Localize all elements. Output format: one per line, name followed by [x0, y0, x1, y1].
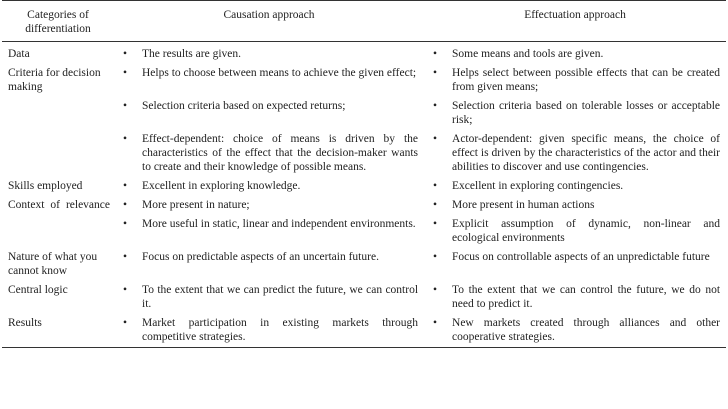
- effectuation-cell: Some means and tools are given.: [452, 48, 604, 60]
- effectuation-cell: Explicit assumption of dynamic, non-linear and ecological environments: [452, 218, 721, 244]
- bullet-icon: •: [122, 180, 128, 192]
- effectuation-cell: Selection criteria based on tolerable losses or acceptable risk;: [452, 100, 721, 126]
- category-nature: Nature of what you cannot know: [8, 251, 98, 277]
- bullet-icon: •: [122, 48, 128, 60]
- table-row-nature: [2, 245, 726, 278]
- causation-cell: Helps to choose between means to achieve the given effect;: [142, 67, 417, 79]
- bullet-icon: •: [122, 100, 128, 112]
- causation-cell: More present in nature;: [142, 199, 250, 211]
- table-row-central-logic: [2, 278, 726, 311]
- bullet-icon: •: [122, 133, 128, 145]
- bullet-icon: •: [433, 284, 438, 296]
- bullet-icon: •: [433, 251, 438, 263]
- effectuation-cell: New markets created through alliances and other cooperative strategies.: [446, 311, 726, 348]
- category-central-logic: Central logic: [8, 284, 68, 296]
- bullet-icon: •: [122, 251, 128, 263]
- header-causation: Causation approach: [114, 1, 424, 42]
- causation-cell: More useful in static, linear and independent environments.: [142, 218, 416, 230]
- header-effectuation: Effectuation approach: [424, 1, 726, 42]
- bullet-icon: •: [114, 311, 136, 348]
- causation-cell: Focus on predictable aspects of an uncertain future.: [142, 251, 379, 263]
- comparison-table: [2, 0, 726, 348]
- effectuation-cell: Focus on controllable aspects of an unpredictable future: [452, 251, 710, 263]
- table-row-context: [2, 193, 726, 212]
- effectuation-cell: Helps select between possible effects that can be created from given means;: [452, 67, 721, 93]
- bullet-icon: •: [122, 67, 128, 79]
- bullet-icon: •: [424, 311, 446, 348]
- bullet-icon: •: [433, 100, 438, 112]
- table-row-skills: [2, 174, 726, 193]
- bullet-icon: •: [122, 284, 128, 296]
- bullet-icon: •: [122, 218, 128, 230]
- causation-cell: To the extent that we can predict the future, we can control it.: [142, 284, 419, 310]
- table-body: [2, 42, 726, 348]
- category-skills: Skills employed: [8, 180, 83, 192]
- effectuation-cell: Actor-dependent: given specific means, the choice of effect is driven by the characteristics of the actor and their abilities to discover and use contingencies.: [452, 133, 721, 173]
- bullet-icon: •: [122, 199, 128, 211]
- category-results: Results: [2, 311, 114, 348]
- header-row: [2, 1, 726, 42]
- effectuation-cell: More present in human actions: [452, 199, 595, 211]
- bullet-icon: •: [433, 180, 438, 192]
- bullet-icon: •: [433, 48, 438, 60]
- effectuation-cell: To the extent that we can control the future, we do not need to predict it.: [452, 284, 721, 310]
- bullet-icon: •: [433, 218, 438, 230]
- category-data: Data: [8, 48, 30, 60]
- table-row-results: [2, 311, 726, 348]
- bullet-icon: •: [433, 67, 438, 79]
- effectuation-cell: Excellent in exploring contingencies.: [452, 180, 624, 192]
- causation-cell: Effect-dependent: choice of means is driven by the characteristics of the effect that the decision-maker wants to create and their knowledge of possible means.: [142, 133, 419, 173]
- category-criteria: Criteria for decision making: [8, 67, 101, 93]
- category-context: Context of relevance: [8, 199, 110, 211]
- causation-cell: Selection criteria based on expected returns;: [142, 100, 346, 112]
- bullet-icon: •: [433, 199, 438, 211]
- table-row-criteria: [2, 61, 726, 94]
- causation-cell: Market participation in existing markets through competitive strategies.: [136, 311, 424, 348]
- table-row-data: [2, 42, 726, 62]
- causation-cell: Excellent in exploring knowledge.: [142, 180, 301, 192]
- header-categories: Categories of differentiation: [2, 1, 114, 42]
- bullet-icon: •: [433, 133, 438, 145]
- causation-cell: The results are given.: [142, 48, 241, 60]
